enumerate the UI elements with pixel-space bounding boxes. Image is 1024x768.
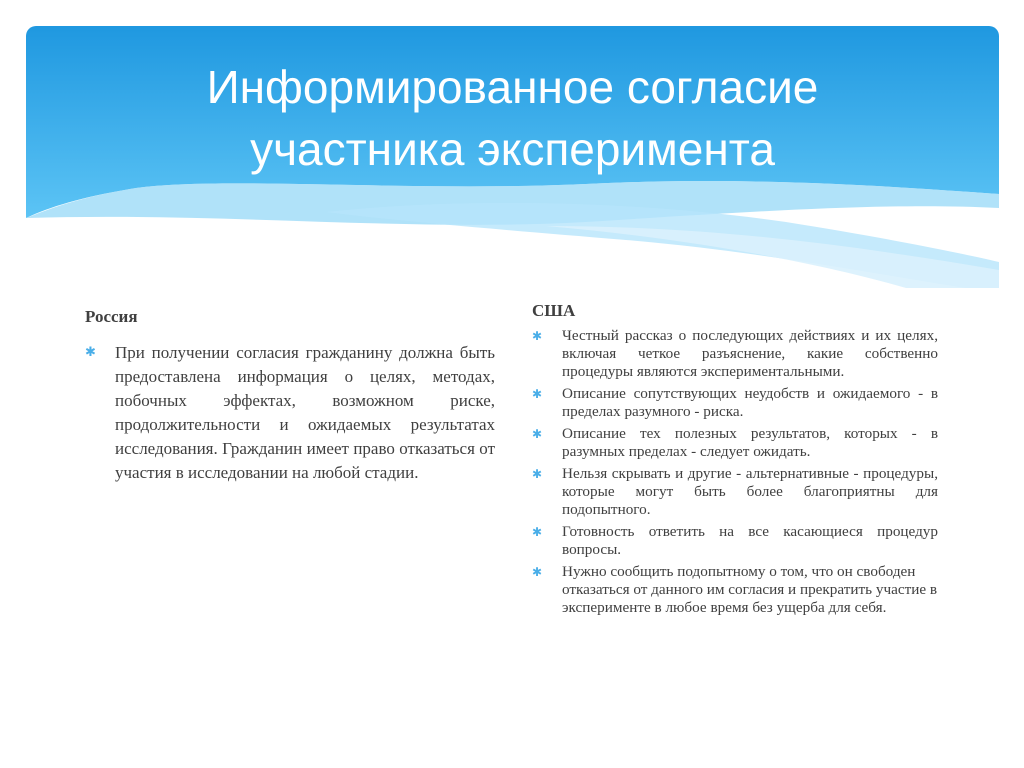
list-item (532, 385, 938, 421)
list-item-text: Готовность ответить на все касающиеся процедур вопросы. (562, 523, 938, 558)
list-item (532, 465, 938, 519)
asterisk-bullet-icon: ✱ (532, 427, 543, 441)
list-item-text: Описание тех полезных результатов, которых - в разумных пределах - следует ожидать. (562, 425, 938, 460)
list-item-text: Честный рассказ о последующих действиях и их целях, включая четкое разъяснение, какие собственно процедуры являются экспериментальными. (562, 327, 938, 380)
header-banner (26, 26, 999, 288)
list-item (532, 563, 938, 617)
list-item-text: Описание сопутствующих неудобств и ожидаемого - в пределах разумного - риска. (562, 385, 938, 420)
list-item-text: Нужно сообщить подопытному о том, что он свободен отказаться от данного им согласия и прекратить участие в эксперименте в любое время без ущерба для себя. (562, 563, 938, 616)
asterisk-bullet-icon: ✱ (85, 345, 96, 360)
usa-list (532, 327, 938, 617)
list-item (532, 327, 938, 381)
list-item (85, 341, 495, 485)
asterisk-bullet-icon: ✱ (532, 525, 543, 539)
asterisk-bullet-icon: ✱ (532, 565, 543, 579)
asterisk-bullet-icon: ✱ (532, 387, 543, 401)
slide-title: Информированное согласие участника эксперимента (206, 61, 819, 175)
list-item (532, 425, 938, 461)
usa-column (532, 301, 938, 621)
list-item-text: Нельзя скрывать и другие - альтернативные - процедуры, которые могут быть более благоприятны для подопытного. (562, 465, 938, 518)
asterisk-bullet-icon: ✱ (532, 329, 543, 343)
asterisk-bullet-icon: ✱ (532, 467, 543, 481)
russia-heading: Россия (85, 307, 138, 326)
usa-heading: США (532, 301, 576, 320)
russia-list (85, 341, 495, 485)
list-item-text: При получении согласия гражданину должна быть предоставлена информация о целях, методах, побочных эффектах, возможном риске, продолжительности и ожидаемых результатах исследования. Гражданин имеет право отказаться от участия в исследовании на любой стадии. (115, 343, 495, 482)
russia-column (85, 307, 495, 485)
list-item (532, 523, 938, 559)
